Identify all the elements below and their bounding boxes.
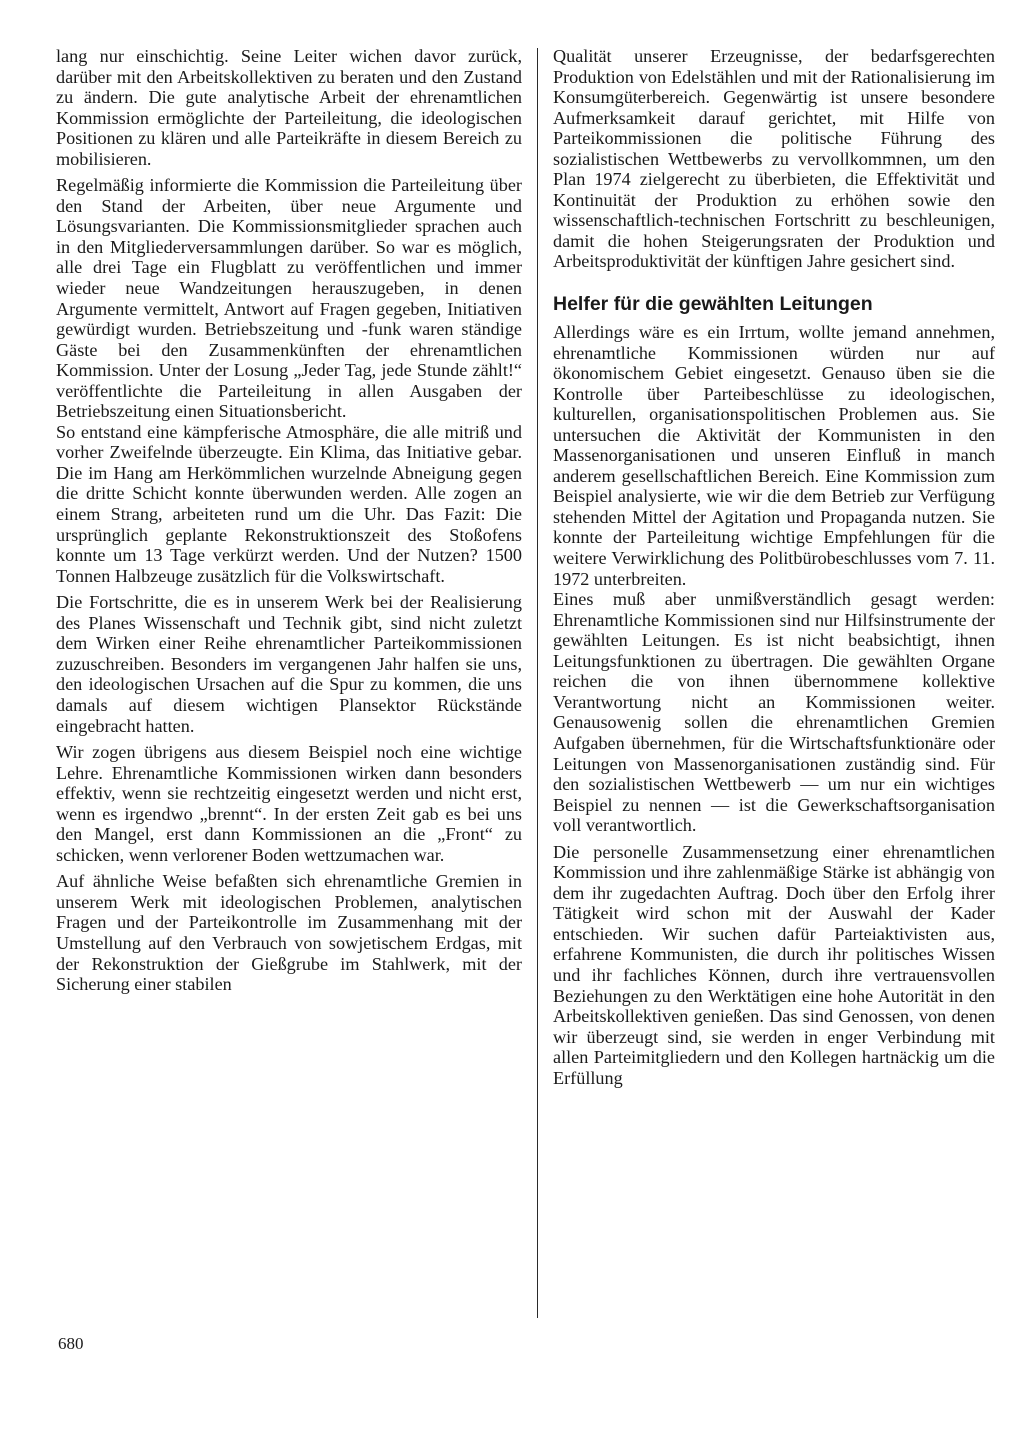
section-heading: Helfer für die gewählten Leitungen bbox=[553, 293, 873, 316]
left-paragraph-3: So entstand eine kämpferische Atmosphäre, die alle mitriß und vorher Zweifelnde überzeugte. Ein Klima, das Initiative gebar. Die im Hang am Herkömmlichen wurzelnde Abneigung gegen die dritte Schicht konnte überwunden werden. Alle zogen an einem Strang, arbeiteten rund um die Uhr. Das Fazit: Die ursprünglich geplante Rekonstruktionszeit des Stoßofens konnte um 13 Tage verkürzt werden. Und der Nutzen? 1500 Tonnen Halbzeuge zusätzlich für die Volkswirtschaft. bbox=[56, 421, 522, 586]
left-paragraph-4: Die Fortschritte, die es in unserem Werk bei der Realisierung des Planes Wissenschaft und Technik gibt, sind nicht zuletzt dem Wirken einer Reihe ehrenamtlicher Parteikommissionen zuzuschreiben. Besonders im vergangenen Jahr halfen sie uns, den ideologischen Ursachen auf die Spur zu kommen, die uns damals auf diesem wichtigen Plansektor Rückstände eingebracht hatten. bbox=[56, 592, 522, 736]
right-intro-paragraph: Qualität unserer Erzeugnisse, der bedarfsgerechten Produktion von Edelstählen und mit der Rationalisierung im Konsumgüterbereich. Gegenwärtig ist unsere besondere Aufmerksamkeit darauf gerichtet, mit Hilfe von Parteikommissionen die politische Führung des sozialistischen Wettbewerbs zu vervollkommnen, um den Plan 1974 zielgerecht zu überbieten, die Effektivität und Kontinuität der Produktion zu erhöhen sowie den wissenschaftlich-technischen Fortschritt zu beschleunigen, damit die hohen Steigerungsraten der Produktion und Arbeitsproduktivität der künftigen Jahre gesichert sind. bbox=[553, 46, 995, 272]
page-number: 680 bbox=[58, 1334, 84, 1353]
column-divider bbox=[537, 48, 538, 1318]
left-paragraph-6: Auf ähnliche Weise befaßten sich ehrenamtliche Gremien in unserem Werk mit ideologischen Problemen, analytischen Fragen und der Parteikontrolle im Zusammenhang mit der Umstellung auf den Verbrauch von sowjetischem Erdgas, mit der Rekonstruktion der Gießgrube im Stahlwerk, mit der Sicherung einer stabilen bbox=[56, 871, 522, 995]
left-paragraph-1: lang nur einschichtig. Seine Leiter wichen davor zurück, darüber mit den Arbeitskollektiven zu beraten und den Zustand zu ändern. Die gute analytische Arbeit der ehrenamtlichen Kommission ermöglichte der Parteileitung, die ideologischen Positionen zu klären und alle Parteikräfte in diesem Bereich zu mobilisieren. bbox=[56, 46, 522, 169]
left-column bbox=[56, 46, 522, 995]
right-column bbox=[553, 46, 995, 1088]
right-paragraph-1: Allerdings wäre es ein Irrtum, wollte jemand annehmen, ehrenamtliche Kommissionen würden nur auf ökonomischem Gebiet eingesetzt. Genauso üben sie die Kontrolle über Parteibeschlüsse zu ideologischen, kulturellen, organisationspolitischen Problemen aus. Sie untersuchen die Aktivität der Kommunisten in den Massenorganisationen und unseren Einfluß in manch anderem gesellschaftlichen Bereich. Eine Kommission zum Beispiel analysierte, wie wir die dem Betrieb zur Verfügung stehenden Mittel der Agitation und Propaganda nutzen. Sie konnte der Parteileitung wichtige Empfehlungen für die weitere Verwirklichung des Politbürobeschlusses vom 7. 11. 1972 unterbreiten. bbox=[553, 322, 995, 589]
left-paragraph-2: Regelmäßig informierte die Kommission die Parteileitung über den Stand der Arbeiten, über neue Argumente und Lösungsvarianten. Die Kommissionsmitglieder sprachen auch in den Mitgliederversammlungen darüber. So war es möglich, alle drei Tage ein Flugblatt zu veröffentlichen und immer wieder neue Wandzeitungen herauszugeben, in denen Argumente vermittelt, Antwort auf Fragen gegeben, Initiativen gewürdigt wurden. Betriebszeitung und -funk waren ständige Gäste bei den Zusammenkünften der ehrenamtlichen Kommission. Unter der Losung „Jeder Tag, jede Stunde zählt!“ veröffentlichte die Parteileitung in allen Ausgaben der Betriebszeitung einen Situationsbericht. bbox=[56, 175, 522, 422]
left-paragraph-5: Wir zogen übrigens aus diesem Beispiel noch eine wichtige Lehre. Ehrenamtliche Kommissionen wirken dann besonders effektiv, wenn sie rechtzeitig eingesetzt werden und nicht erst, wenn es irgendwo „brennt“. In der ersten Zeit gab es bei uns den Mangel, erst dann Kommissionen an die „Front“ zu schicken, wenn verlorener Boden wettzumachen war. bbox=[56, 742, 522, 865]
right-paragraph-2: Eines muß aber unmißverständlich gesagt werden: Ehrenamtliche Kommissionen sind nur Hilfsinstrumente der gewählten Leitungen. Es ist nicht beabsichtigt, ihnen Leitungsfunktionen zu übertragen. Die gewählten Organe reichen die von ihnen übernommene kollektive Verantwortung nicht an Kommissionen weiter. Genausowenig sollen die ehrenamtlichen Gremien Aufgaben übernehmen, für die Wirtschaftsfunktionäre oder Leitungen von Massenorganisationen zuständig sind. Für den sozialistischen Wettbewerb — um nur ein wichtiges Beispiel zu nennen — ist die Gewerkschaftsorganisation voll verantwortlich. bbox=[553, 589, 995, 836]
right-paragraph-3: Die personelle Zusammensetzung einer ehrenamtlichen Kommission und ihre zahlenmäßige Stärke ist abhängig von dem ihr zugedachten Auftrag. Doch über den Erfolg ihrer Tätigkeit wird schon mit der Auswahl der Kader entschieden. Wir suchen dafür Parteiaktivisten aus, erfahrene Kommunisten, die durch ihr politisches Wissen und ihr fachliches Können, durch ihre vertrauensvollen Beziehungen zu den Werktätigen eine hohe Autorität in den Arbeitskollektiven genießen. Das sind Genossen, von denen wir überzeugt sind, sie werden in enger Verbindung mit allen Parteimitgliedern und den Kollegen hartnäckig um die Erfüllung bbox=[553, 841, 995, 1088]
